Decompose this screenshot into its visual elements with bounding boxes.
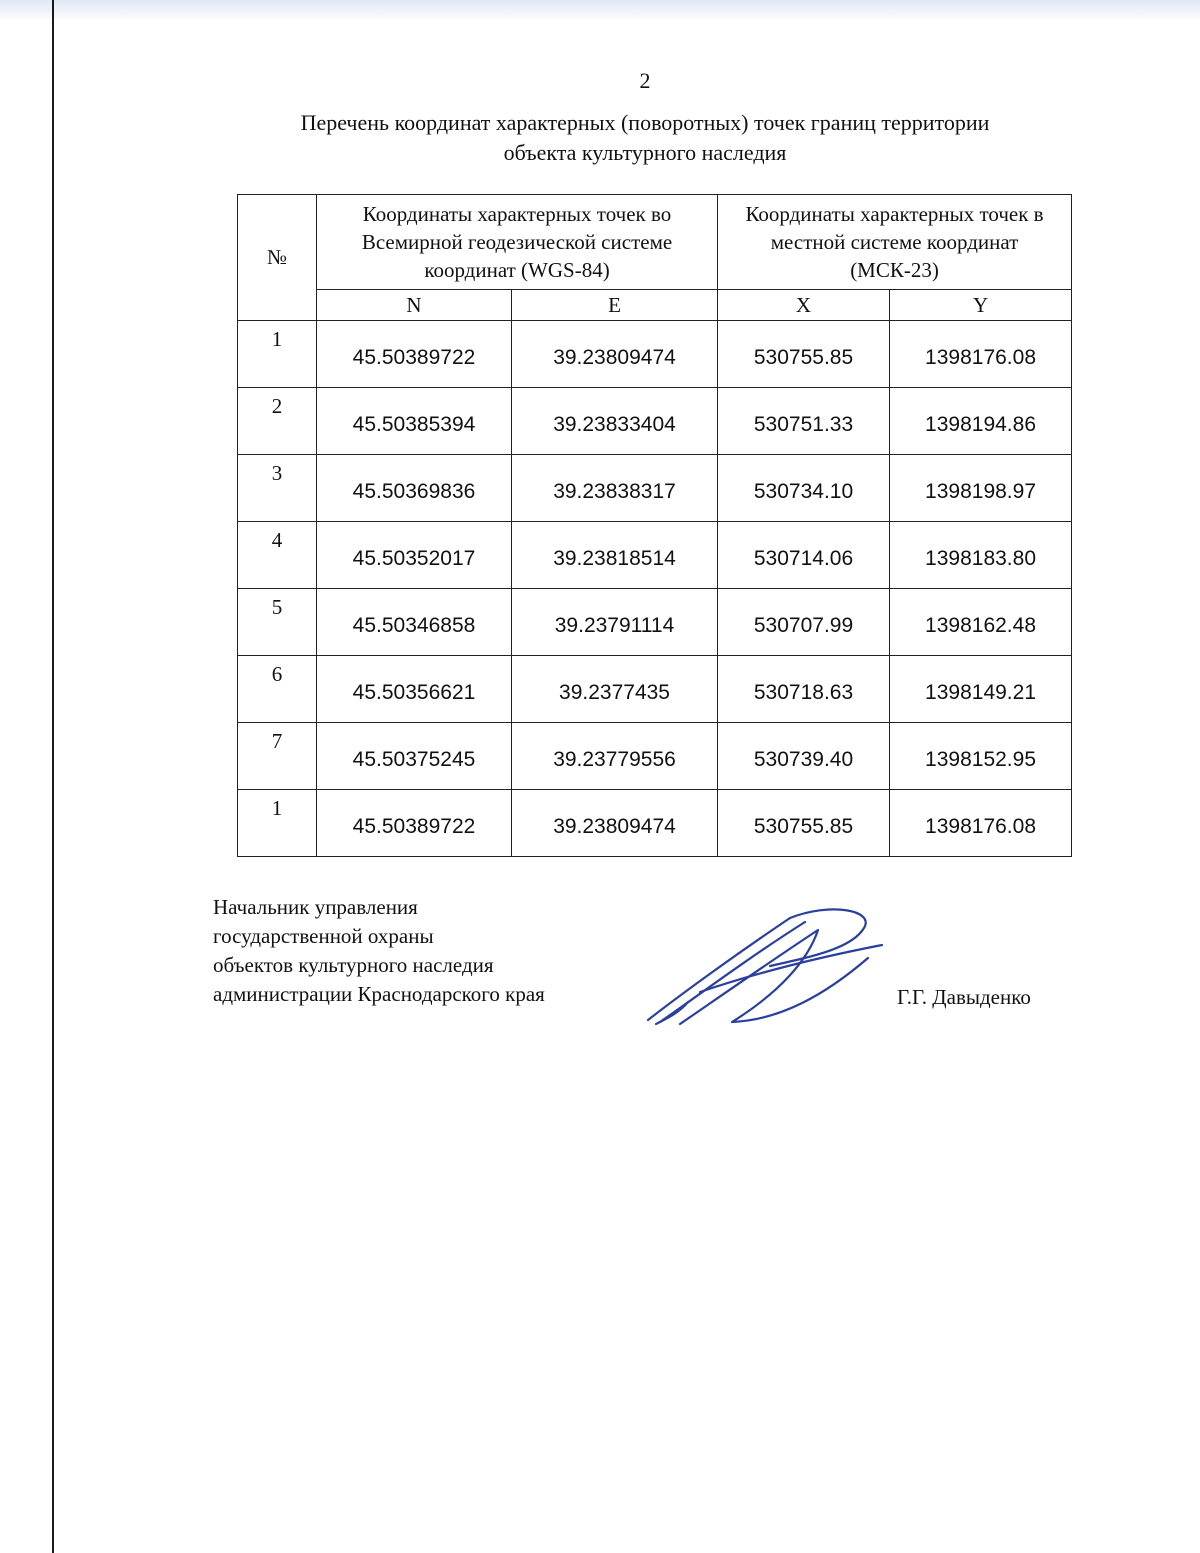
document-title-line1: Перечень координат характерных (поворотных) точек границ территории — [300, 110, 990, 135]
cell-y: 1398176.08 — [890, 790, 1072, 857]
table-row — [238, 321, 1072, 388]
signatory-position-line: администрации Краснодарского края — [213, 982, 545, 1006]
scan-edge-shadow — [0, 0, 1200, 22]
column-header-e: E — [512, 290, 718, 321]
column-group-wgs84: Координаты характерных точек во Всемирной геодезической системе координат (WGS-84) — [317, 195, 718, 290]
signatory-position-line: государственной охраны — [213, 924, 434, 948]
document-title-line2: объекта культурного наследия — [503, 140, 787, 165]
cell-e: 39.23833404 — [512, 388, 718, 455]
table-row — [238, 522, 1072, 589]
signatory-position — [213, 893, 545, 1009]
cell-e: 39.23838317 — [512, 455, 718, 522]
signatory-name: Г.Г. Давыденко — [897, 985, 1031, 1009]
cell-y: 1398176.08 — [890, 321, 1072, 388]
cell-y: 1398149.21 — [890, 656, 1072, 723]
cell-x: 530714.06 — [718, 522, 890, 589]
table-row — [238, 790, 1072, 857]
point-number: 4 — [238, 522, 317, 589]
cell-x: 530718.63 — [718, 656, 890, 723]
table-row — [238, 723, 1072, 790]
point-number: 1 — [238, 790, 317, 857]
cell-x: 530734.10 — [718, 455, 890, 522]
point-number: 2 — [238, 388, 317, 455]
cell-e: 39.23809474 — [512, 790, 718, 857]
cell-e: 39.23818514 — [512, 522, 718, 589]
cell-n: 45.50352017 — [317, 522, 512, 589]
table-row — [238, 589, 1072, 656]
page-number: 2 — [639, 68, 651, 93]
cell-n: 45.50375245 — [317, 723, 512, 790]
scan-left-border — [52, 0, 54, 1553]
cell-e: 39.2377435 — [512, 656, 718, 723]
cell-x: 530739.40 — [718, 723, 890, 790]
cell-n: 45.50346858 — [317, 589, 512, 656]
cell-y: 1398162.48 — [890, 589, 1072, 656]
column-group-msk23: Координаты характерных точек в местной системе координат (МСК-23) — [718, 195, 1072, 290]
cell-e: 39.23779556 — [512, 723, 718, 790]
column-header-number: № — [238, 195, 317, 321]
table-row — [238, 656, 1072, 723]
table-row — [238, 388, 1072, 455]
cell-x: 530755.85 — [718, 321, 890, 388]
table-row — [238, 455, 1072, 522]
point-number: 5 — [238, 589, 317, 656]
column-header-n: N — [317, 290, 512, 321]
cell-n: 45.50389722 — [317, 321, 512, 388]
cell-n: 45.50369836 — [317, 455, 512, 522]
coordinates-table — [237, 194, 1072, 857]
signatory-position-line: Начальник управления — [213, 895, 418, 919]
cell-n: 45.50356621 — [317, 656, 512, 723]
column-header-x: X — [718, 290, 890, 321]
point-number: 1 — [238, 321, 317, 388]
cell-x: 530755.85 — [718, 790, 890, 857]
cell-e: 39.23791114 — [512, 589, 718, 656]
cell-y: 1398152.95 — [890, 723, 1072, 790]
point-number: 3 — [238, 455, 317, 522]
cell-e: 39.23809474 — [512, 321, 718, 388]
handwritten-signature — [640, 900, 890, 1035]
cell-x: 530707.99 — [718, 589, 890, 656]
table-subheader-row — [238, 290, 1072, 321]
table-header-row — [238, 195, 1072, 290]
cell-y: 1398183.80 — [890, 522, 1072, 589]
cell-y: 1398194.86 — [890, 388, 1072, 455]
cell-n: 45.50385394 — [317, 388, 512, 455]
cell-x: 530751.33 — [718, 388, 890, 455]
cell-n: 45.50389722 — [317, 790, 512, 857]
point-number: 7 — [238, 723, 317, 790]
column-header-y: Y — [890, 290, 1072, 321]
cell-y: 1398198.97 — [890, 455, 1072, 522]
point-number: 6 — [238, 656, 317, 723]
signatory-position-line: объектов культурного наследия — [213, 953, 494, 977]
document-title — [200, 108, 1090, 168]
